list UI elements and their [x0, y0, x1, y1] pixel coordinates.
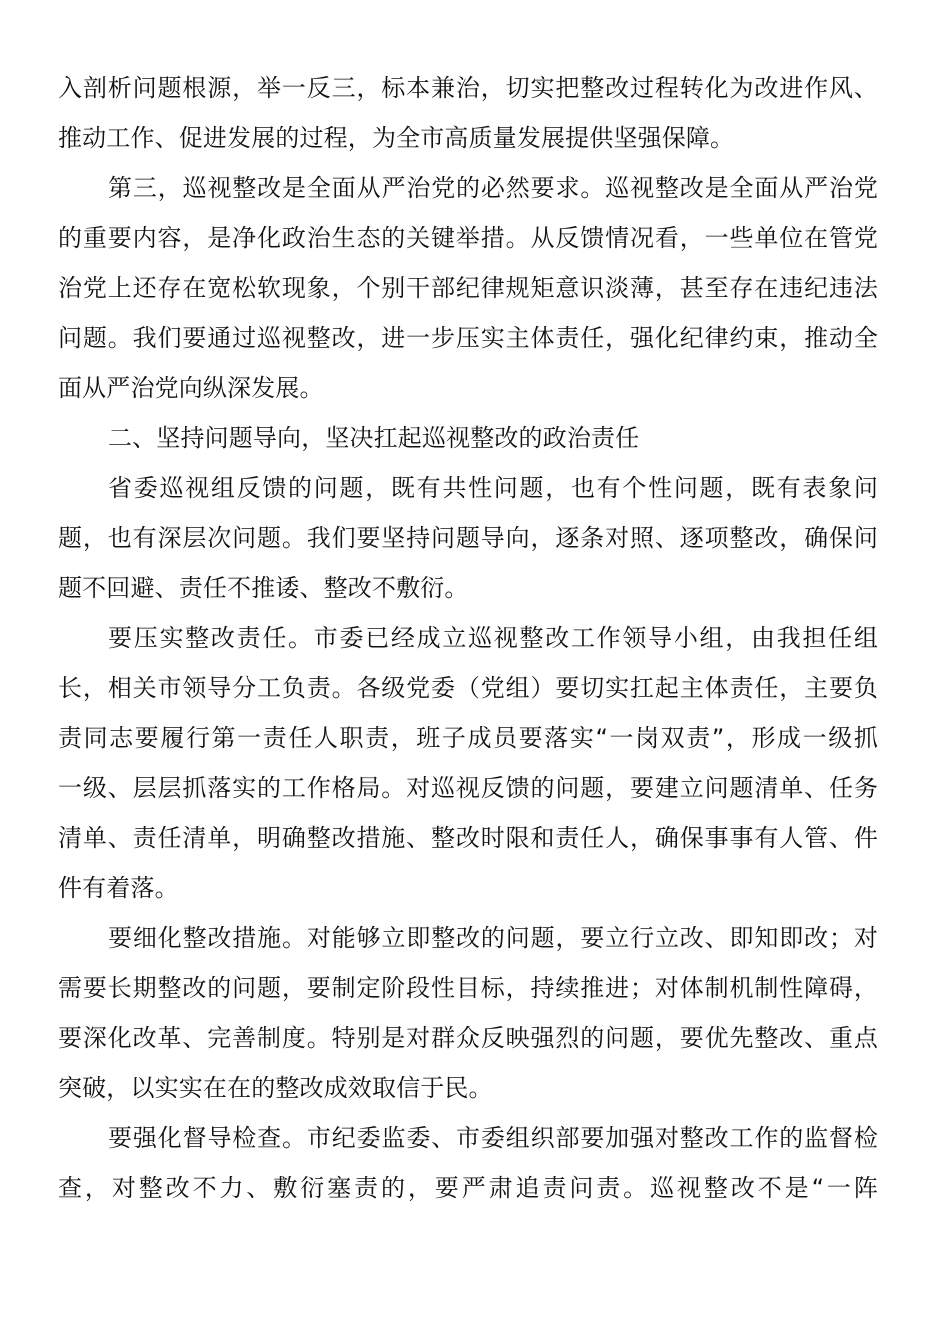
text-line: 一级、层层抓落实的工作格局。对巡视反馈的问题，要建立问题清单、任务	[58, 774, 878, 802]
text-line: 治党上还存在宽松软现象，个别干部纪律规矩意识淡薄，甚至存在违纪违法	[58, 274, 878, 302]
paragraph-start-line: 要强化督导检查。市纪委监委、市委组织部要加强对整改工作的监督检	[108, 1124, 878, 1152]
text-line: 长，相关市领导分工负责。各级党委（党组）要切实扛起主体责任，主要负	[58, 674, 878, 702]
text-line: 需要长期整改的问题，要制定阶段性目标，持续推进；对体制机制性障碍，	[58, 974, 878, 1002]
section-heading: 二、坚持问题导向，坚决扛起巡视整改的政治责任	[108, 424, 640, 452]
paragraph-start-line: 要压实整改责任。市委已经成立巡视整改工作领导小组，由我担任组	[108, 624, 878, 652]
text-line: 推动工作、促进发展的过程，为全市高质量发展提供坚强保障。	[58, 124, 735, 152]
text-line: 题不回避、责任不推诿、整改不敷衍。	[58, 574, 469, 602]
text-line: 责同志要履行第一责任人职责，班子成员要落实“一岗双责”，形成一级抓	[58, 724, 878, 752]
paragraph-start-line: 要细化整改措施。对能够立即整改的问题，要立行立改、即知即改；对	[108, 924, 878, 952]
text-line: 的重要内容，是净化政治生态的关键举措。从反馈情况看，一些单位在管党	[58, 224, 878, 252]
text-line: 突破，以实实在在的整改成效取信于民。	[58, 1074, 493, 1102]
text-line: 清单、责任清单，明确整改措施、整改时限和责任人，确保事事有人管、件	[58, 824, 878, 852]
document-body	[58, 63, 878, 1213]
paragraph-start-line: 第三，巡视整改是全面从严治党的必然要求。巡视整改是全面从严治党	[108, 174, 878, 202]
text-line: 题，也有深层次问题。我们要坚持问题导向，逐条对照、逐项整改，确保问	[58, 524, 878, 552]
text-line: 入剖析问题根源，举一反三，标本兼治，切实把整改过程转化为改进作风、	[58, 74, 878, 102]
text-line: 件有着落。	[58, 874, 179, 902]
text-line: 要深化改革、完善制度。特别是对群众反映强烈的问题，要优先整改、重点	[58, 1024, 878, 1052]
text-line: 问题。我们要通过巡视整改，进一步压实主体责任，强化纪律约束，推动全	[58, 324, 878, 352]
text-line: 面从严治党向纵深发展。	[58, 374, 324, 402]
paragraph-start-line: 省委巡视组反馈的问题，既有共性问题，也有个性问题，既有表象问	[108, 474, 878, 502]
text-line: 查，对整改不力、敷衍塞责的，要严肃追责问责。巡视整改不是“一阵	[58, 1174, 878, 1202]
